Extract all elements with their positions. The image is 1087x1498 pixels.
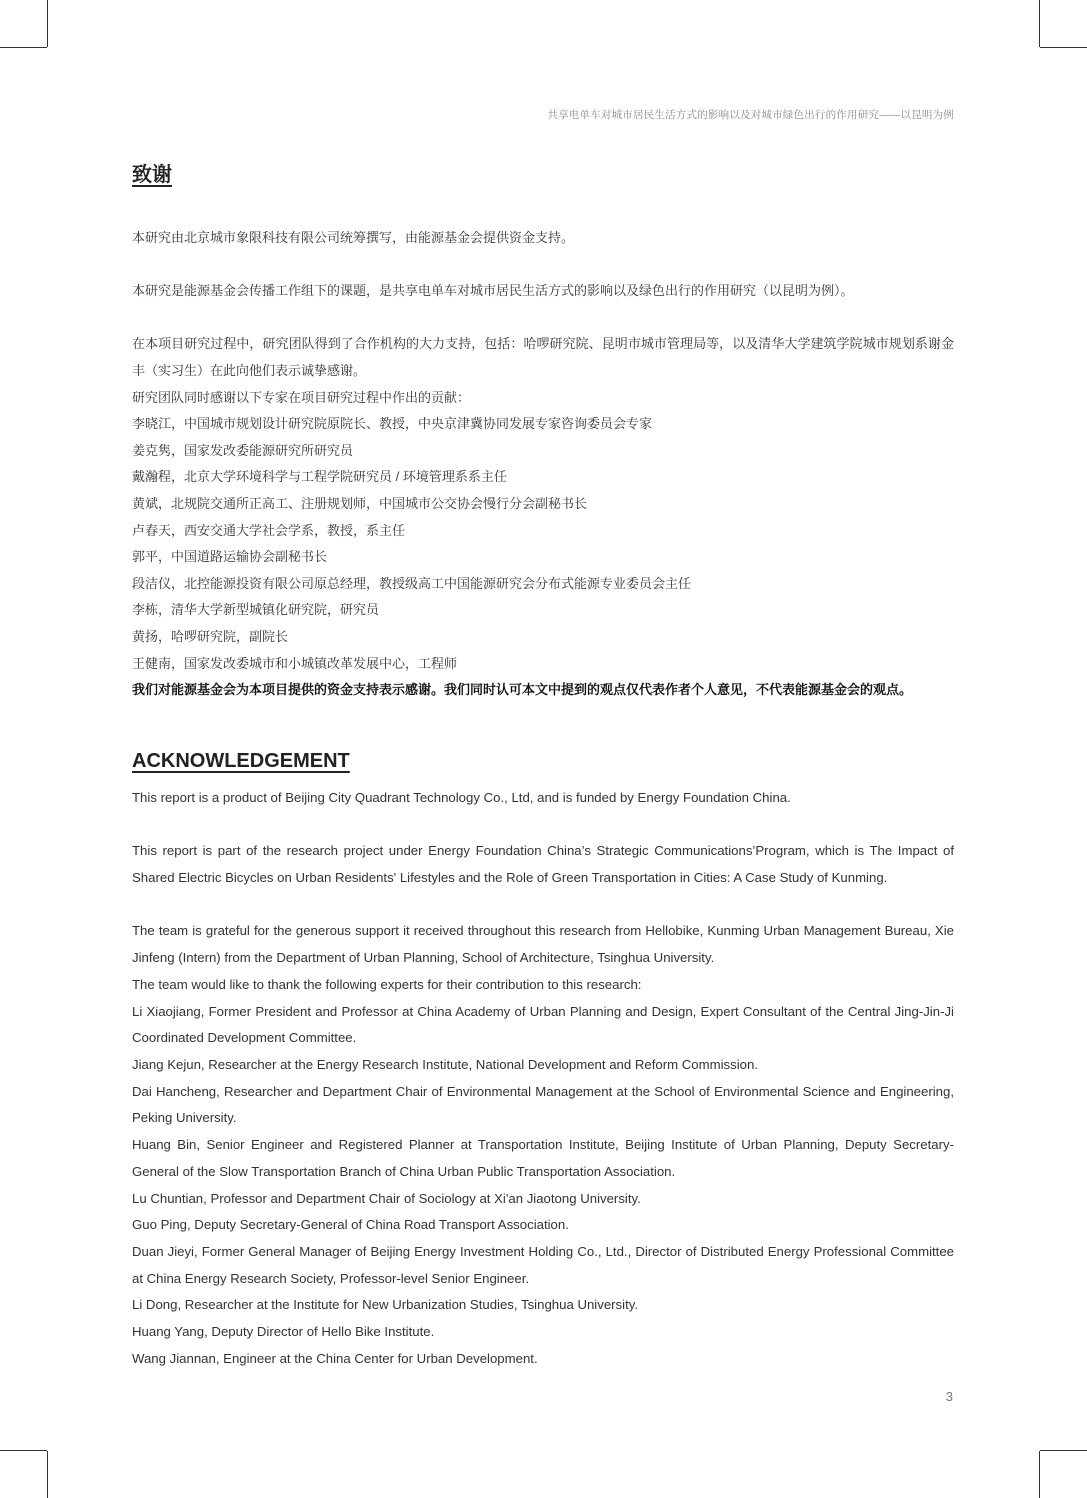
en-expert-item: Duan Jieyi, Former General Manager of Beijing Energy Investment Holding Co., Ltd., Director of Distributed Energy Professional Committee at China Energy Research Society, Professor-level Senior Engineer.: [132, 1243, 954, 1286]
en-expert-item: Li Dong, Researcher at the Institute for New Urbanization Studies, Tsinghua University.: [132, 1297, 639, 1313]
page-content: [132, 160, 954, 1366]
cn-expert-item: 卢春天，西安交通大学社会学系，教授，系主任: [132, 522, 406, 538]
en-expert-item: Huang Yang, Deputy Director of Hello Bike Institute.: [132, 1324, 435, 1340]
en-expert-item: Dai Hancheng, Researcher and Department Chair of Environmental Management at the School of Environmental Science and Engineering, Peking University.: [132, 1083, 954, 1126]
cn-expert-item: 郭平，中国道路运输协会副秘书长: [132, 549, 328, 565]
crop-mark-top-left-v: [47, 0, 48, 47]
cn-paragraph: 研究团队同时感谢以下专家在项目研究过程中作出的贡献：: [132, 389, 471, 405]
en-expert-item: Guo Ping, Deputy Secretary-General of China Road Transport Association.: [132, 1217, 569, 1233]
crop-mark-bottom-right-h: [1040, 1450, 1087, 1451]
en-expert-item: Jiang Kejun, Researcher at the Energy Research Institute, National Development and Reform Commission.: [132, 1057, 758, 1072]
en-expert-item: Huang Bin, Senior Engineer and Registered Planner at Transportation Institute, Beijing Institute of Urban Planning, Deputy Secretary-General of the Slow Transportation Branch of China Urban Public Transportation Association.: [132, 1137, 954, 1179]
en-expert-item: Li Xiaojiang, Former President and Professor at China Academy of Urban Planning and Design, Expert Consultant of the Central Jing-Jin-Ji Coordinated Development Committee.: [132, 1003, 954, 1046]
crop-mark-top-right-h: [1040, 47, 1087, 48]
crop-mark-top-right-v: [1039, 0, 1040, 47]
en-paragraph: The team is grateful for the generous support it received throughout this research from Hellobike, Kunming Urban Management Bureau, Xie Jinfeng (Intern) from the Department of Urban Planning, School of Architecture, Tsinghua University.: [132, 923, 954, 966]
cn-section-title: 致谢: [132, 164, 172, 186]
cn-expert-item: 李栋，清华大学新型城镇化研究院，研究员: [132, 602, 380, 618]
en-section-title: ACKNOWLEDGEMENT: [132, 750, 350, 772]
running-header: 共享电单车对城市居民生活方式的影响以及对城市绿色出行的作用研究——以昆明为例: [547, 109, 954, 121]
cn-body: [132, 225, 954, 704]
cn-expert-item: 李晓江，中国城市规划设计研究院原院长、教授，中央京津冀协同发展专家咨询委员会专家: [132, 416, 653, 432]
crop-mark-bottom-right-v: [1039, 1451, 1040, 1498]
en-paragraph: The team would like to thank the following experts for their contribution to this research:: [132, 976, 642, 992]
page-number: 3: [945, 1389, 953, 1404]
cn-paragraph: 本研究由北京城市象限科技有限公司统筹撰写，由能源基金会提供资金支持。: [132, 230, 575, 245]
crop-mark-bottom-left-v: [47, 1451, 48, 1498]
cn-expert-item: 段洁仪，北控能源投资有限公司原总经理，教授级高工中国能源研究会分布式能源专业委员会主任: [132, 575, 692, 591]
cn-paragraph: 在本项目研究过程中，研究团队得到了合作机构的大力支持，包括：哈啰研究院、昆明市城市管理局等，以及清华大学建筑学院城市规划系谢金丰（实习生）在此向他们表示诚挚感谢。: [132, 336, 954, 378]
cn-expert-item: 戴瀚程，北京大学环境科学与工程学院研究员 / 环境管理系系主任: [132, 469, 507, 485]
en-body: [132, 785, 954, 1372]
crop-mark-bottom-left-h: [0, 1450, 47, 1451]
en-paragraph: This report is a product of Beijing City Quadrant Technology Co., Ltd, and is funded by Energy Foundation China.: [132, 790, 791, 805]
cn-paragraph: 本研究是能源基金会传播工作组下的课题，是共享电单车对城市居民生活方式的影响以及绿色出行的作用研究（以昆明为例）。: [132, 283, 854, 299]
cn-expert-item: 黄斌，北规院交通所正高工、注册规划师，中国城市公交协会慢行分会副秘书长: [132, 495, 588, 511]
en-expert-item: Lu Chuntian, Professor and Department Chair of Sociology at Xi'an Jiaotong University.: [132, 1190, 641, 1206]
en-expert-item: Wang Jiannan, Engineer at the China Center for Urban Development.: [132, 1350, 538, 1366]
cn-closing-statement: 我们对能源基金会为本项目提供的资金支持表示感谢。我们同时认可本文中提到的观点仅代表作者个人意见，不代表能源基金会的观点。: [132, 682, 913, 698]
cn-expert-item: 王健南，国家发改委城市和小城镇改革发展中心，工程师: [132, 655, 458, 671]
cn-expert-item: 姜克隽，国家发改委能源研究所研究员: [132, 442, 354, 458]
crop-mark-top-left-h: [0, 47, 47, 48]
en-paragraph: This report is part of the research project under Energy Foundation China’s Strategic Communications’Program, which is The Impact of Shared Electric Bicycles on Urban Residents' Lifestyles and the Role of Green Transportation in Cities: A Case Study of Kunming.: [132, 843, 954, 886]
cn-expert-item: 黄扬，哈啰研究院，副院长: [132, 628, 289, 644]
